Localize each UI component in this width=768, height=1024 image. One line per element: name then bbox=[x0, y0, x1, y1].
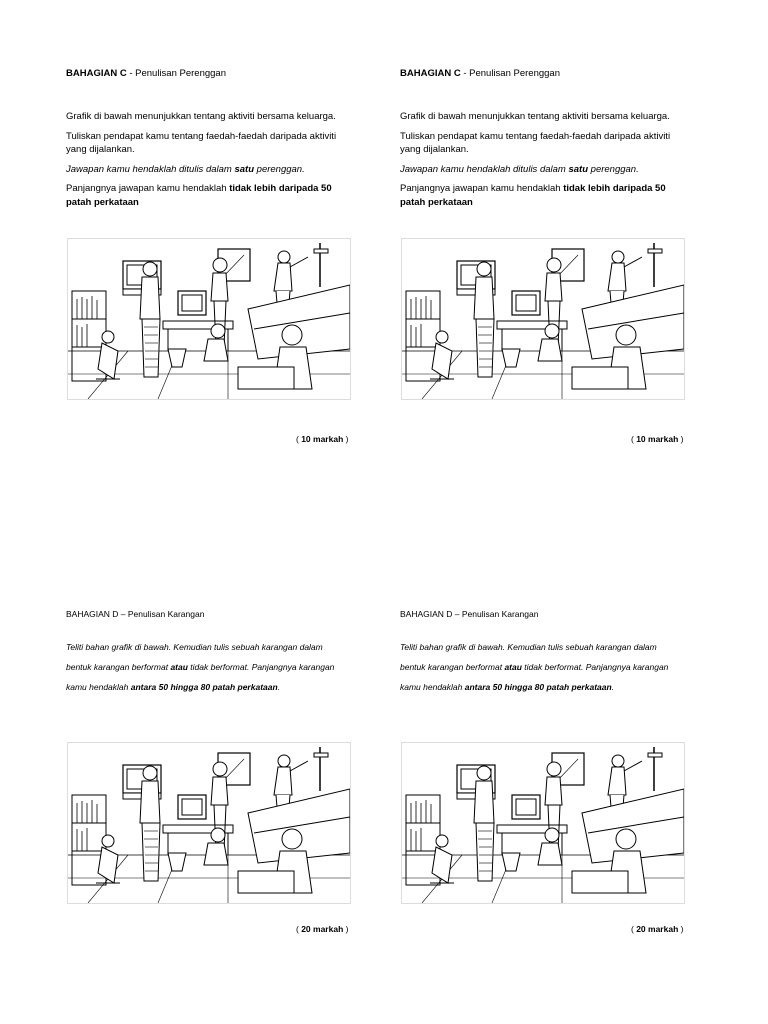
section-c-para3: Jawapan kamu hendaklah ditulis dalam satu perenggan. bbox=[400, 163, 639, 175]
section-d-line2: bentuk karangan berformat atau tidak berformat. Panjangnya karangan bbox=[66, 662, 335, 672]
section-d-line1: Teliti bahan grafik di bawah. Kemudian tulis sebuah karangan dalam bbox=[66, 642, 323, 652]
section-d-marks: ( 20 markah ) bbox=[631, 924, 684, 934]
section-d-line3: kamu hendaklah antara 50 hingga 80 patah perkataan. bbox=[66, 682, 281, 692]
section-c-para4: Panjangnya jawapan kamu hendaklah tidak lebih daripada 50 patah perkataan bbox=[400, 183, 666, 208]
family-activity-illustration bbox=[401, 238, 685, 400]
section-c-para2: Tuliskan pendapat kamu tentang faedah-faedah daripada aktiviti yang dijalankan. bbox=[66, 130, 337, 155]
section-d-marks: ( 20 markah ) bbox=[296, 924, 349, 934]
section-d-right bbox=[400, 609, 700, 697]
section-d-line1: Teliti bahan grafik di bawah. Kemudian tulis sebuah karangan dalam bbox=[400, 642, 657, 652]
section-c-right bbox=[400, 68, 700, 209]
family-activity-illustration bbox=[67, 742, 351, 904]
section-c-para4: Panjangnya jawapan kamu hendaklah tidak lebih daripada 50 patah perkataan bbox=[66, 183, 332, 208]
section-c-heading: BAHAGIAN C - Penulisan Perenggan bbox=[400, 68, 560, 79]
section-d-left bbox=[66, 609, 366, 697]
section-c-para1: Grafik di bawah menunjukkan tentang aktiviti bersama keluarga. bbox=[400, 111, 670, 122]
section-c-para1: Grafik di bawah menunjukkan tentang aktiviti bersama keluarga. bbox=[66, 111, 336, 122]
section-c-para2: Tuliskan pendapat kamu tentang faedah-faedah daripada aktiviti yang dijalankan. bbox=[400, 130, 671, 155]
section-d-heading: BAHAGIAN D – Penulisan Karangan bbox=[66, 609, 205, 619]
section-c-heading: BAHAGIAN C - Penulisan Perenggan bbox=[66, 68, 226, 79]
family-activity-illustration bbox=[401, 742, 685, 904]
section-d-heading: BAHAGIAN D – Penulisan Karangan bbox=[400, 609, 539, 619]
section-c-left bbox=[66, 68, 366, 209]
family-activity-illustration bbox=[67, 238, 351, 400]
section-d-line3: kamu hendaklah antara 50 hingga 80 patah perkataan. bbox=[400, 682, 615, 692]
section-c-marks: ( 10 markah ) bbox=[296, 434, 349, 444]
section-c-para3: Jawapan kamu hendaklah ditulis dalam satu perenggan. bbox=[66, 163, 305, 175]
section-d-line2: bentuk karangan berformat atau tidak berformat. Panjangnya karangan bbox=[400, 662, 669, 672]
section-c-marks: ( 10 markah ) bbox=[631, 434, 684, 444]
